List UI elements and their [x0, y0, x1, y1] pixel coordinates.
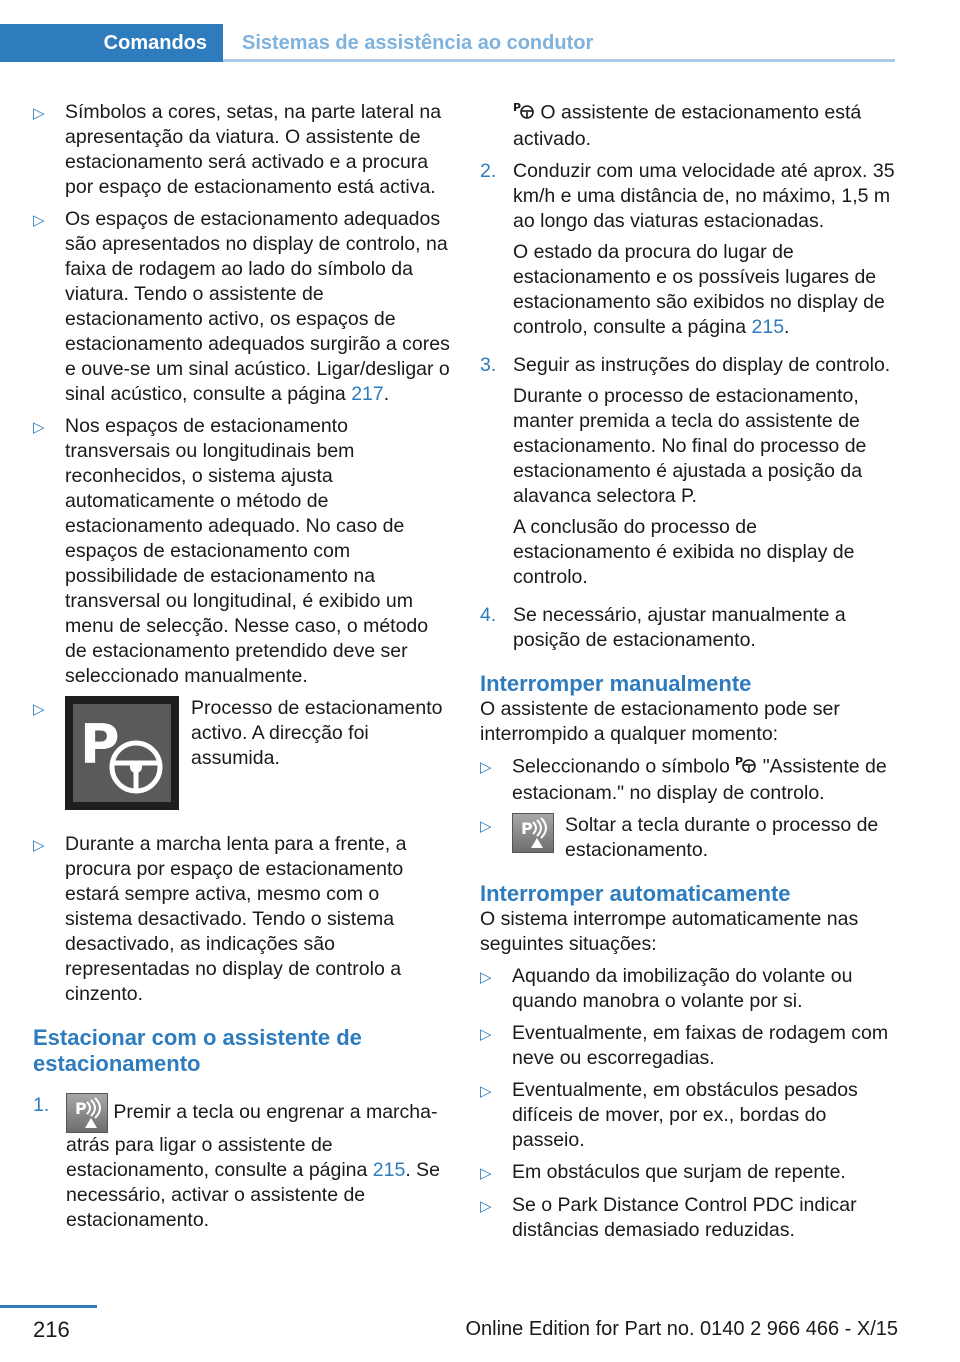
- section-heading: Interromper manualmente: [480, 671, 752, 696]
- svg-text:P: P: [735, 755, 744, 768]
- list-item: ▷ P Soltar a tecla durante o processo de estacionamento.: [480, 814, 879, 861]
- page-header: [0, 24, 895, 62]
- list-item: ▷ Nos espaços de estacionamento transversais ou longitudinais bem reconhecidos, o sistema ajusta automaticamente o método de estacionamento adequado. No caso de espaços de estacionamento com possibilidade de estacionamento na transversal ou longitudinal, é exibido um menu de selecção. Nesse caso, o método de estacionamento pretendido deve ser seleccionado manualmente.: [33, 415, 429, 687]
- bullet-arrow-icon: ▷: [480, 1198, 492, 1215]
- svg-text:P: P: [80, 713, 120, 776]
- section-heading: Estacionar com o assistente de estacionamento: [33, 1025, 362, 1076]
- bullet-arrow-icon: ▷: [480, 1026, 492, 1043]
- chapter-title: Sistemas de assistência ao condutor: [242, 31, 594, 54]
- paragraph: O assistente de estacionamento pode ser interrompido a qualquer momento:: [480, 698, 840, 745]
- list-item: ▷ P Processo de estacionamento activo. A direcção foi assumida.: [33, 696, 451, 816]
- park-assist-button-icon: [512, 813, 554, 853]
- list-item: ▷ Símbolos a cores, setas, na parte lateral na apresentação da viatura. O assistente de estacionamento será activado e a procura por espaço de estacionamento está activa.: [33, 101, 442, 198]
- park-assist-button-icon: [66, 1093, 108, 1133]
- svg-text:P: P: [513, 101, 522, 114]
- list-item: ▷ Se o Park Distance Control PDC indicar distâncias demasiado reduzidas.: [480, 1194, 857, 1241]
- right-column: [480, 100, 898, 1250]
- footer-divider: [0, 1305, 97, 1308]
- svg-text:P: P: [75, 1099, 87, 1118]
- left-column: [33, 100, 451, 1240]
- section-tab: Comandos: [0, 24, 223, 62]
- page-link[interactable]: 215: [751, 316, 785, 338]
- numbered-step: 2. Conduzir com uma velocidade até aprox. 35 km/h e uma distância de, no máximo, 1,5 m ao longo das viaturas estacionadas. O estado da procura do lugar de estacionamento e os possíveis lugares de estacionamento são exibidos no display de controlo, consulte a página 215.: [480, 160, 895, 338]
- parking-steering-icon: [65, 696, 179, 810]
- paragraph: O sistema interrompe automaticamente nas seguintes situações:: [480, 908, 859, 955]
- page-link[interactable]: 215: [372, 1159, 406, 1181]
- numbered-step: 4. Se necessário, ajustar manualmente a posição de estacionamento.: [480, 604, 846, 651]
- bullet-arrow-icon: ▷: [33, 105, 45, 122]
- list-item: ▷ Em obstáculos que surjam de repente.: [480, 1160, 898, 1186]
- list-item: ▷ Durante a marcha lenta para a frente, a procura por espaço de estacionamento estará sempre activa, mesmo com o sistema desactivado. Tendo o sistema desactivado, as indicações são representadas no display de controlo a cinzento.: [33, 833, 407, 1005]
- status-paragraph: P O assistente de estacionamento está activado.: [513, 101, 862, 150]
- edition-footer: Online Edition for Part no. 0140 2 966 466 - X/15: [465, 1318, 898, 1340]
- list-item: ▷ Aquando da imobilização do volante ou quando manobra o volante por si.: [480, 965, 853, 1012]
- section-heading: Interromper automaticamente: [480, 881, 791, 906]
- list-item: ▷ Seleccionando o símbolo P "Assistente de estacionam." no display de controlo.: [480, 755, 887, 804]
- bullet-arrow-icon: ▷: [480, 1165, 492, 1182]
- numbered-step: 3. Seguir as instruções do display de controlo. Durante o processo de estacionamento, manter premida a tecla do assistente de estacionamento. No final do processo de estacionamento é ajustada a posição da alavanca selectora P. A conclusão do processo de estacionamento é exibida no display de controlo.: [480, 354, 891, 588]
- parking-steering-small-icon: [513, 100, 535, 127]
- bullet-arrow-icon: ▷: [33, 419, 45, 436]
- header-divider: [223, 59, 895, 62]
- bullet-arrow-icon: ▷: [480, 969, 492, 986]
- list-item: ▷ Eventualmente, em obstáculos pesados difíceis de mover, por ex., bordas do passeio.: [480, 1079, 858, 1151]
- list-item: ▷ Os espaços de estacionamento adequados são apresentados no display de controlo, na faixa de rodagem ao lado do símbolo da viatura. Tendo o assistente de estacionamento activo, os espaços de estacionamento adequados surgirão a cores e ouve-se um sinal acústico. Ligar/desligar o sinal acústico, consulte a página 217.: [33, 208, 450, 405]
- numbered-step: 1. P Premir a tecla ou engrenar a marcha-atrás para ligar o assistente de estacionamento, consulte a página 215. Se necessário, activar o assistente de estacionamento.: [33, 1094, 441, 1231]
- svg-text:P: P: [521, 819, 533, 838]
- bullet-arrow-icon: ▷: [480, 1083, 492, 1100]
- bullet-arrow-icon: ▷: [480, 759, 492, 776]
- bullet-arrow-icon: ▷: [33, 212, 45, 229]
- page-link[interactable]: 217: [351, 383, 384, 405]
- bullet-arrow-icon: ▷: [480, 818, 492, 835]
- bullet-arrow-icon: ▷: [33, 837, 45, 854]
- page-number: 216: [33, 1317, 70, 1342]
- list-item: ▷ Eventualmente, em faixas de rodagem com neve ou escorregadias.: [480, 1022, 889, 1069]
- parking-steering-small-icon: [735, 754, 757, 781]
- bullet-arrow-icon: ▷: [33, 701, 45, 718]
